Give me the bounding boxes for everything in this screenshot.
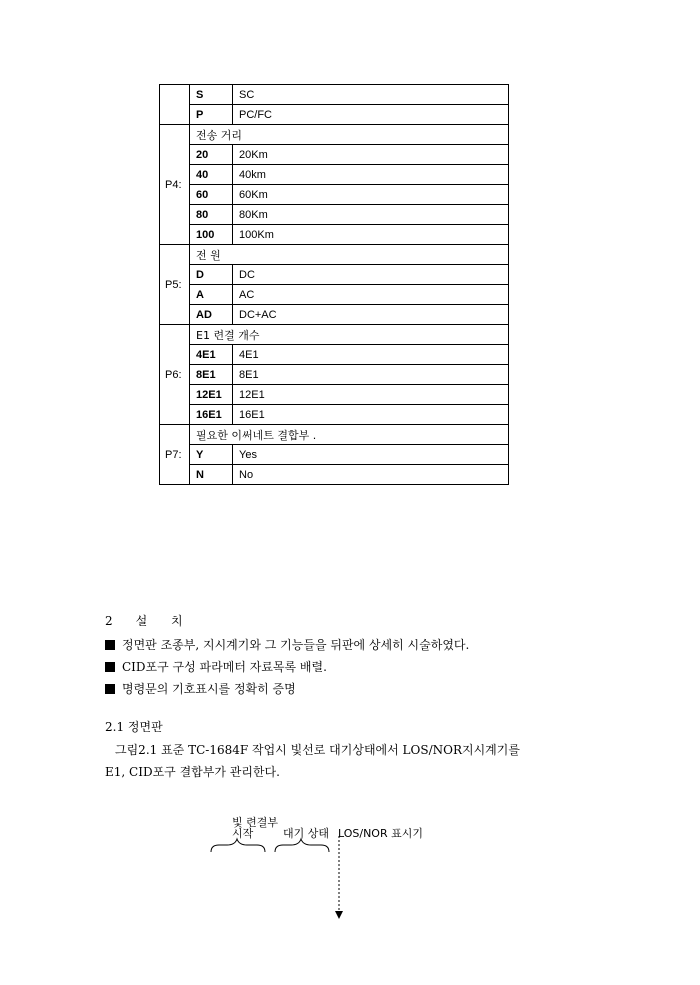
option-description: No [233, 465, 509, 485]
option-description: 12E1 [233, 385, 509, 405]
paragraph-line: E1, CID포구 결합부가 관리한다. [105, 765, 280, 779]
bullet-item: CID포구 구성 파라메터 자료목록 배렬. [105, 656, 469, 678]
section-number: 2 [105, 614, 114, 628]
bullet-square-icon [105, 640, 115, 650]
table-row [160, 205, 509, 225]
option-code: AD [190, 305, 233, 325]
option-code: 80 [190, 205, 233, 225]
bullet-square-icon [105, 684, 115, 694]
section-title: 설 치 [135, 614, 193, 628]
option-description: 40km [233, 165, 509, 185]
bullet-list [105, 634, 469, 700]
option-description: AC [233, 285, 509, 305]
param-label: P7: [160, 425, 190, 485]
option-description: DC [233, 265, 509, 285]
group-header: E1 련결 개수 [190, 325, 509, 345]
option-description: 20Km [233, 145, 509, 165]
option-description: PC/FC [233, 105, 509, 125]
group-header-row [160, 325, 509, 345]
table-row [160, 305, 509, 325]
table-row [160, 185, 509, 205]
table-row [160, 385, 509, 405]
group-header-row [160, 425, 509, 445]
param-label [160, 85, 190, 125]
bullet-item: 명령문의 기호표시를 정확히 증명 [105, 678, 469, 700]
group-header: 전송 거리 [190, 125, 509, 145]
group-header-row [160, 245, 509, 265]
paragraph [105, 739, 605, 783]
option-code: 20 [190, 145, 233, 165]
group-header-row [160, 125, 509, 145]
label-fiber-connection: 빛 련결부 [232, 816, 279, 829]
option-code: 40 [190, 165, 233, 185]
table-row [160, 225, 509, 245]
table-row [160, 265, 509, 285]
option-code: P [190, 105, 233, 125]
option-description: 4E1 [233, 345, 509, 365]
param-label: P4: [160, 125, 190, 245]
bullet-square-icon [105, 662, 115, 672]
table-row [160, 285, 509, 305]
table-row [160, 405, 509, 425]
bullet-item: 정면판 조종부, 지시계기와 그 기능들을 뒤판에 상세히 시술하였다. [105, 634, 469, 656]
subsection-title: 2.1 정면판 [105, 720, 163, 734]
paragraph-line: 그림2.1 표준 TC-1684F 작업시 빛선로 대기상태에서 LOS/NOR지시계기를 [115, 743, 520, 757]
group-header: 필요한 이써네트 결합부 . [190, 425, 509, 445]
option-code: A [190, 285, 233, 305]
option-code: N [190, 465, 233, 485]
table-row [160, 465, 509, 485]
table-row [160, 145, 509, 165]
table-row [160, 105, 509, 125]
front-panel-diagram [195, 810, 495, 930]
option-description: 8E1 [233, 365, 509, 385]
option-code: 60 [190, 185, 233, 205]
option-description: 16E1 [233, 405, 509, 425]
option-description: DC+AC [233, 305, 509, 325]
label-start: 시작 [232, 827, 254, 840]
label-standby: 대기 상태 [283, 827, 330, 840]
option-code: D [190, 265, 233, 285]
option-description: Yes [233, 445, 509, 465]
label-los-nor-indicator: LOS/NOR 표시기 [338, 827, 423, 840]
brace-start [211, 839, 265, 852]
param-label: P6: [160, 325, 190, 425]
table-row [160, 345, 509, 365]
option-code: 100 [190, 225, 233, 245]
option-description: 100Km [233, 225, 509, 245]
option-code: 16E1 [190, 405, 233, 425]
option-description: 80Km [233, 205, 509, 225]
option-code: 12E1 [190, 385, 233, 405]
parameter-table [159, 84, 509, 485]
group-header: 전 원 [190, 245, 509, 265]
table-row [160, 85, 509, 105]
option-code: Y [190, 445, 233, 465]
table-row [160, 165, 509, 185]
param-label: P5: [160, 245, 190, 325]
brace-standby [275, 839, 329, 852]
option-description: 60Km [233, 185, 509, 205]
table-row [160, 365, 509, 385]
table-row [160, 445, 509, 465]
option-description: SC [233, 85, 509, 105]
section-heading [105, 612, 193, 629]
arrow-down-icon [335, 911, 343, 919]
option-code: 4E1 [190, 345, 233, 365]
option-code: 8E1 [190, 365, 233, 385]
diagram-graphics [195, 810, 495, 930]
option-code: S [190, 85, 233, 105]
